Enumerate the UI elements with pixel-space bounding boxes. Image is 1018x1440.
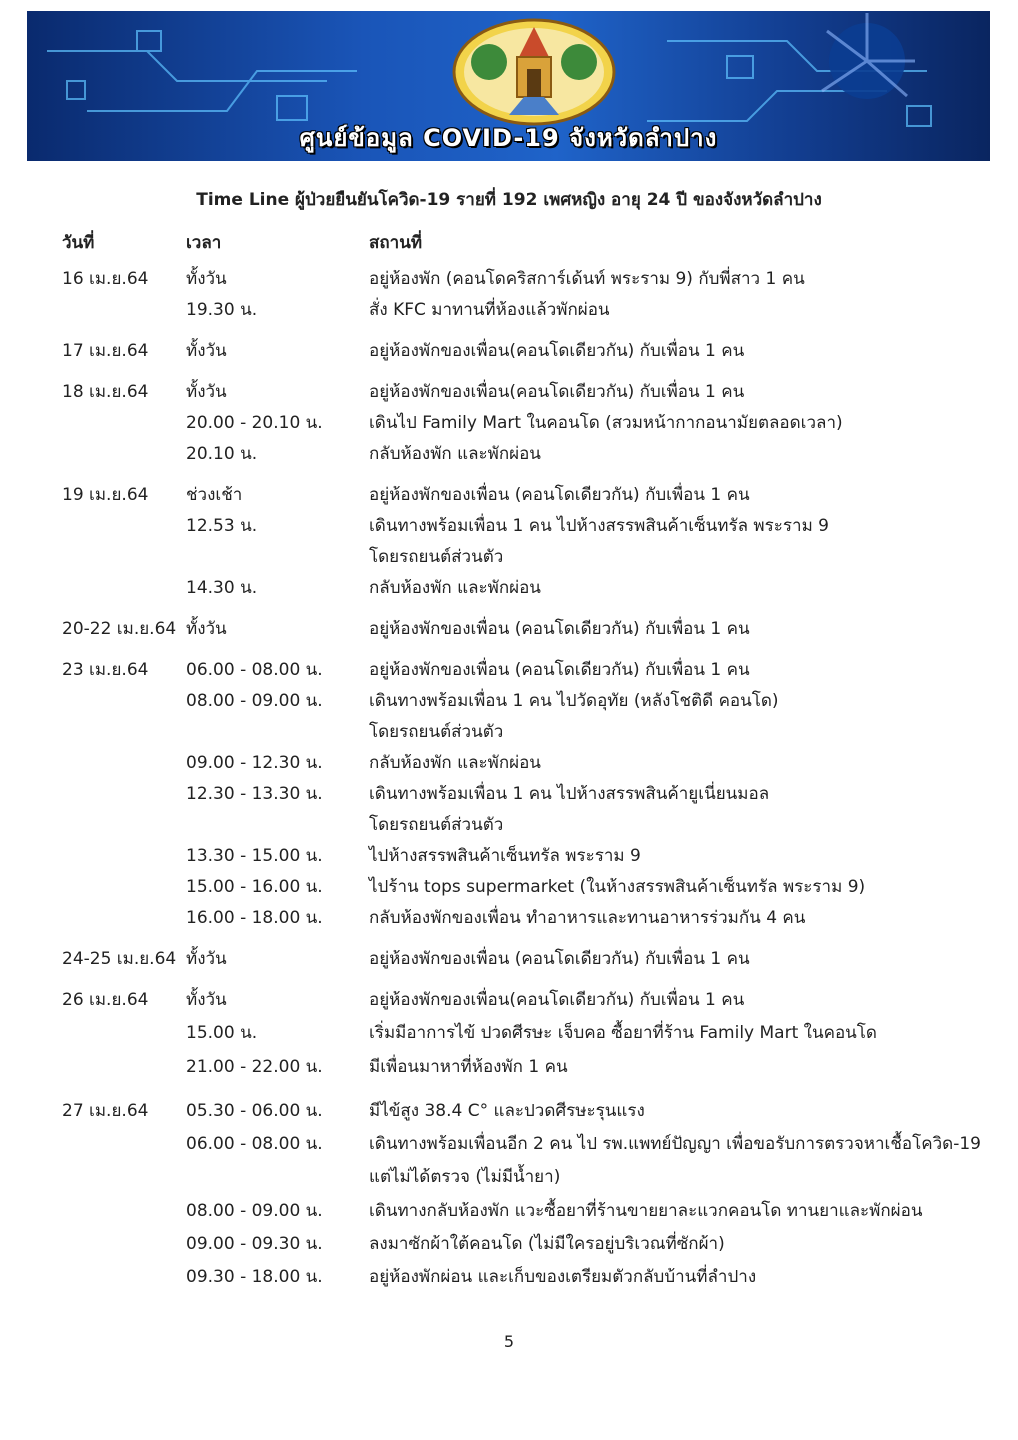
timeline-place: กลับห้องพัก และพักผ่อน <box>369 444 541 464</box>
timeline-date: 24-25 เม.ย.64 <box>62 949 177 969</box>
timeline-time: 13.30 - 15.00 น. <box>186 846 323 866</box>
timeline-date: 17 เม.ย.64 <box>62 341 149 361</box>
timeline-date: 27 เม.ย.64 <box>62 1101 149 1121</box>
timeline-place: ลงมาซักผ้าใต้คอนโด (ไม่มีใครอยู่บริเวณที่ซักผ้า) <box>369 1234 725 1254</box>
timeline-place: อยู่ห้องพักของเพื่อน(คอนโดเดียวกัน) กับเพื่อน 1 คน <box>369 990 745 1010</box>
timeline-time: 06.00 - 08.00 น. <box>186 1134 323 1154</box>
timeline-time: 16.00 - 18.00 น. <box>186 908 323 928</box>
timeline-place: เดินไป Family Mart ในคอนโด (สวมหน้ากากอนามัยตลอดเวลา) <box>369 413 843 433</box>
timeline-time: 12.53 น. <box>186 516 258 536</box>
timeline-time: 12.30 - 13.30 น. <box>186 784 323 804</box>
timeline-date: 26 เม.ย.64 <box>62 990 149 1010</box>
page-number: 5 <box>503 1332 515 1351</box>
timeline-date: 18 เม.ย.64 <box>62 382 149 402</box>
timeline-place: เริ่มมีอาการไข้ ปวดศีรษะ เจ็บคอ ซื้อยาที่ร้าน Family Mart ในคอนโด <box>369 1023 877 1043</box>
timeline-place: อยู่ห้องพักของเพื่อน (คอนโดเดียวกัน) กับเพื่อน 1 คน <box>369 949 750 969</box>
timeline-place: อยู่ห้องพักของเพื่อน (คอนโดเดียวกัน) กับเพื่อน 1 คน <box>369 660 750 680</box>
timeline-place: อยู่ห้องพักของเพื่อน(คอนโดเดียวกัน) กับเพื่อน 1 คน <box>369 382 745 402</box>
timeline-date: 19 เม.ย.64 <box>62 485 149 505</box>
timeline-time: ช่วงเช้า <box>186 485 243 505</box>
timeline-time: ทั้งวัน <box>186 269 227 289</box>
timeline-time: 19.30 น. <box>186 300 258 320</box>
banner-title: ศูนย์ข้อมูล COVID-19 จังหวัดลำปาง <box>299 124 718 152</box>
timeline-place: อยู่ห้องพักของเพื่อน(คอนโดเดียวกัน) กับเพื่อน 1 คน <box>369 341 745 361</box>
timeline-time: 09.00 - 12.30 น. <box>186 753 323 773</box>
province-seal-icon <box>449 17 619 127</box>
timeline-time: 21.00 - 22.00 น. <box>186 1057 323 1077</box>
column-header-time: เวลา <box>186 233 222 253</box>
timeline-time: 09.30 - 18.00 น. <box>186 1267 323 1287</box>
column-header-place: สถานที่ <box>369 233 423 253</box>
timeline-time: 15.00 น. <box>186 1023 258 1043</box>
timeline-place: กลับห้องพักของเพื่อน ทำอาหารและทานอาหารร่วมกัน 4 คน <box>369 908 806 928</box>
timeline-place: มีเพื่อนมาหาที่ห้องพัก 1 คน <box>369 1057 568 1077</box>
timeline-time: 20.00 - 20.10 น. <box>186 413 323 433</box>
timeline-place: โดยรถยนต์ส่วนตัว <box>369 547 504 567</box>
timeline-place: โดยรถยนต์ส่วนตัว <box>369 815 504 835</box>
timeline-place: เดินทางพร้อมเพื่อน 1 คน ไปวัดอุทัย (หลังโชติดี คอนโด) <box>369 691 779 711</box>
timeline-place: เดินทางพร้อมเพื่อนอีก 2 คน ไป รพ.แพทย์ปัญญา เพื่อขอรับการตรวจหาเชื้อโควิด-19 <box>369 1134 981 1154</box>
timeline-time: 20.10 น. <box>186 444 258 464</box>
timeline-place: สั่ง KFC มาทานที่ห้องแล้วพักผ่อน <box>369 300 610 320</box>
timeline-time: 15.00 - 16.00 น. <box>186 877 323 897</box>
timeline-place: กลับห้องพัก และพักผ่อน <box>369 753 541 773</box>
timeline-place: ไปร้าน tops supermarket (ในห้างสรรพสินค้าเซ็นทรัล พระราม 9) <box>369 877 866 897</box>
timeline-time: ทั้งวัน <box>186 382 227 402</box>
column-header-date: วันที่ <box>62 233 95 253</box>
timeline-place: โดยรถยนต์ส่วนตัว <box>369 722 504 742</box>
timeline-time: 05.30 - 06.00 น. <box>186 1101 323 1121</box>
timeline-place: แต่ไม่ได้ตรวจ (ไม่มีน้ำยา) <box>369 1167 561 1187</box>
document-title: Time Line ผู้ป่วยยืนยันโควิด-19 รายที่ 192 เพศหญิง อายุ 24 ปี ของจังหวัดลำปาง <box>196 190 822 210</box>
timeline-place: กลับห้องพัก และพักผ่อน <box>369 578 541 598</box>
timeline-time: 08.00 - 09.00 น. <box>186 691 323 711</box>
timeline-place: ไปห้างสรรพสินค้าเซ็นทรัล พระราม 9 <box>369 846 641 866</box>
timeline-time: ทั้งวัน <box>186 949 227 969</box>
timeline-time: ทั้งวัน <box>186 341 227 361</box>
timeline-date: 20-22 เม.ย.64 <box>62 619 177 639</box>
timeline-place: อยู่ห้องพักของเพื่อน (คอนโดเดียวกัน) กับเพื่อน 1 คน <box>369 485 750 505</box>
timeline-time: 08.00 - 09.00 น. <box>186 1201 323 1221</box>
timeline-place: อยู่ห้องพักผ่อน และเก็บของเตรียมตัวกลับบ้านที่ลำปาง <box>369 1267 757 1287</box>
timeline-place: เดินทางพร้อมเพื่อน 1 คน ไปห้างสรรพสินค้ายูเนี่ยนมอล <box>369 784 770 804</box>
timeline-time: 14.30 น. <box>186 578 258 598</box>
timeline-time: ทั้งวัน <box>186 619 227 639</box>
timeline-time: 09.00 - 09.30 น. <box>186 1234 323 1254</box>
timeline-date: 23 เม.ย.64 <box>62 660 149 680</box>
timeline-place: อยู่ห้องพักของเพื่อน (คอนโดเดียวกัน) กับเพื่อน 1 คน <box>369 619 750 639</box>
timeline-date: 16 เม.ย.64 <box>62 269 149 289</box>
timeline-place: เดินทางพร้อมเพื่อน 1 คน ไปห้างสรรพสินค้าเซ็นทรัล พระราม 9 <box>369 516 829 536</box>
timeline-time: 06.00 - 08.00 น. <box>186 660 323 680</box>
header-banner <box>27 11 990 161</box>
timeline-time: ทั้งวัน <box>186 990 227 1010</box>
timeline-place: เดินทางกลับห้องพัก แวะซื้อยาที่ร้านขายยาละแวกคอนโด ทานยาและพักผ่อน <box>369 1201 923 1221</box>
timeline-place: มีไข้สูง 38.4 C° และปวดศีรษะรุนแรง <box>369 1101 645 1121</box>
timeline-place: อยู่ห้องพัก (คอนโดคริสการ์เด้นท์ พระราม 9) กับพี่สาว 1 คน <box>369 269 805 289</box>
